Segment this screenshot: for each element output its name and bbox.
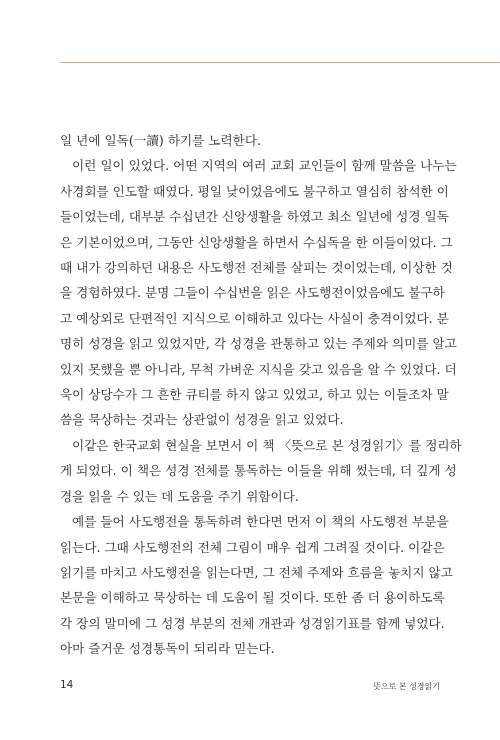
text-line: 이같은 한국교회 현실을 보면서 이 책 〈뜻으로 본 성경읽기〉를 정리하 — [72, 437, 462, 453]
page-number: 14 — [60, 679, 74, 691]
paragraph — [60, 433, 462, 509]
paragraph — [60, 509, 453, 661]
text-line: 욱이 상당수가 그 흔한 큐티를 하지 않고 있었고, 하고 있는 이들조차 말 — [60, 387, 449, 403]
text-line: 게 되었다. 이 책은 성경 전체를 통독하는 이들을 위해 썼는데, 더 깊게 성 — [60, 463, 457, 479]
text-line: 들이었는데, 대부분 수십년간 신앙생활을 하였고 최소 일년에 성경 일독 — [60, 209, 449, 225]
text-line: 이런 일이 있었다. 어떤 지역의 여러 교회 교인들이 함께 말씀을 나누는 — [72, 158, 457, 174]
text-line: 때 내가 강의하던 내용은 사도행전 전체를 살피는 것이었는데, 이상한 것 — [60, 260, 453, 276]
text-line: 은 기본이었으며, 그동안 신앙생활을 하면서 수십독을 한 이들이었다. 그 — [60, 234, 453, 250]
text-line: 을 경험하였다. 분명 그들이 수십번을 읽은 사도행전이었음에도 불구하 — [60, 285, 445, 301]
text-line: 명히 성경을 읽고 있었지만, 각 성경을 관통하고 있는 주제와 의미를 알고 — [60, 336, 457, 352]
text-line: 읽기를 마치고 사도행전을 읽는다면, 그 전체 주제와 흐름을 놓치지 않고 — [60, 564, 453, 580]
text-line: 각 장의 말미에 그 성경 부분의 전체 개관과 성경읽기표를 함께 넣었다. — [60, 615, 445, 631]
running-title: 뜻으로 본 성경읽기 — [373, 682, 440, 691]
text-line: 고 예상외로 단편적인 지식으로 이해하고 있다는 사실이 충격이었다. 분 — [60, 310, 449, 326]
text-line: 아마 즐거운 성경통독이 되리라 믿는다. — [60, 641, 275, 657]
text-line: 경을 읽을 수 있는 데 도움을 주기 위함이다. — [60, 488, 299, 504]
paragraph — [60, 128, 440, 153]
header-rule — [60, 62, 500, 63]
text-line: 있지 못했을 뿐 아니라, 무척 가벼운 지식을 갖고 있음을 알 수 있었다. 더 — [60, 361, 457, 377]
text-line: 예를 들어 사도행전을 통독하려 한다면 먼저 이 책의 사도행전 부분을 — [72, 514, 449, 530]
text-line: 읽는다. 그때 사도행전의 전체 그림이 매우 쉽게 그려질 것이다. 이같은 — [60, 539, 445, 555]
text-line: 사경회를 인도할 때였다. 평일 낮이었음에도 불구하고 열심히 참석한 이 — [60, 183, 449, 199]
text-line: 일 년에 일독(一讀) 하기를 노력한다. — [60, 133, 262, 148]
paragraph — [60, 153, 457, 432]
text-line: 본문을 이해하고 묵상하는 데 도움이 될 것이다. 또한 좀 더 용이하도록 — [60, 590, 445, 606]
text-line: 씀을 묵상하는 것과는 상관없이 성경을 읽고 있었다. — [60, 412, 344, 428]
body-text — [60, 128, 462, 662]
